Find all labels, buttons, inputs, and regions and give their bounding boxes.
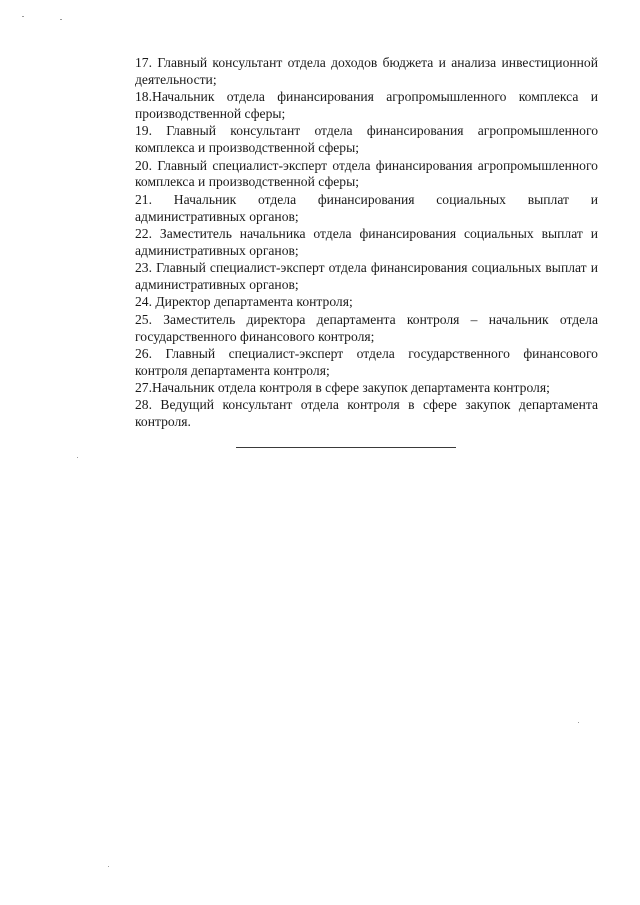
item-number: 28. (135, 397, 152, 413)
list-item (116, 89, 598, 123)
list-item (116, 380, 598, 397)
item-text: Главный консультант отдела доходов бюджета и анализа инвестиционной деятельности; (135, 55, 598, 87)
scan-speck (578, 722, 579, 723)
list-item (116, 192, 598, 226)
item-number: 18. (135, 89, 152, 105)
item-text: Директор департамента контроля; (155, 294, 353, 310)
list-item (116, 55, 598, 89)
item-text: Начальник отдела финансирования социальных выплат и административных органов; (135, 191, 598, 224)
item-text: Начальник отдела контроля в сфере закупок департамента контроля; (152, 380, 550, 396)
item-number: 22. (135, 225, 152, 241)
closing-rule (236, 447, 456, 448)
list-item (116, 260, 598, 294)
list-item (116, 226, 598, 260)
list-item (116, 123, 598, 157)
item-number: 26. (135, 345, 152, 361)
item-text: Начальник отдела финансирования агропромышленного комплекса и производственной сферы; (135, 89, 598, 121)
item-text: Главный специалист-эксперт отдела финансирования социальных выплат и административных органов; (135, 260, 598, 292)
item-text: Заместитель директора департамента контроля – начальник отдела государственного финансового контроля; (135, 311, 598, 344)
scan-speck (77, 457, 78, 458)
item-number: 25. (135, 311, 152, 327)
list-item (116, 158, 598, 192)
scan-speck (108, 866, 109, 867)
position-list (116, 55, 598, 432)
item-number: 27. (135, 380, 152, 396)
scan-speck (60, 19, 62, 20)
item-number: 24. (135, 294, 152, 310)
list-item (116, 346, 598, 380)
list-item (116, 312, 598, 346)
item-text: Заместитель начальника отдела финансирования социальных выплат и административных органов; (135, 225, 598, 258)
list-item (116, 397, 598, 431)
item-text: Главный специалист-эксперт отдела финансирования агропромышленного комплекса и производственной сферы; (135, 157, 598, 190)
item-number: 20. (135, 157, 152, 173)
item-number: 19. (135, 123, 152, 139)
item-text: Ведущий консультант отдела контроля в сфере закупок департамента контроля. (135, 397, 598, 430)
item-text: Главный консультант отдела финансирования агропромышленного комплекса и производственной сферы; (135, 123, 598, 156)
item-number: 17. (135, 55, 152, 70)
list-item (116, 294, 598, 311)
scan-speck (22, 16, 24, 17)
item-number: 23. (135, 260, 152, 276)
item-number: 21. (135, 191, 152, 207)
item-text: Главный специалист-эксперт отдела государственного финансового контроля департамента контроля; (135, 345, 598, 378)
